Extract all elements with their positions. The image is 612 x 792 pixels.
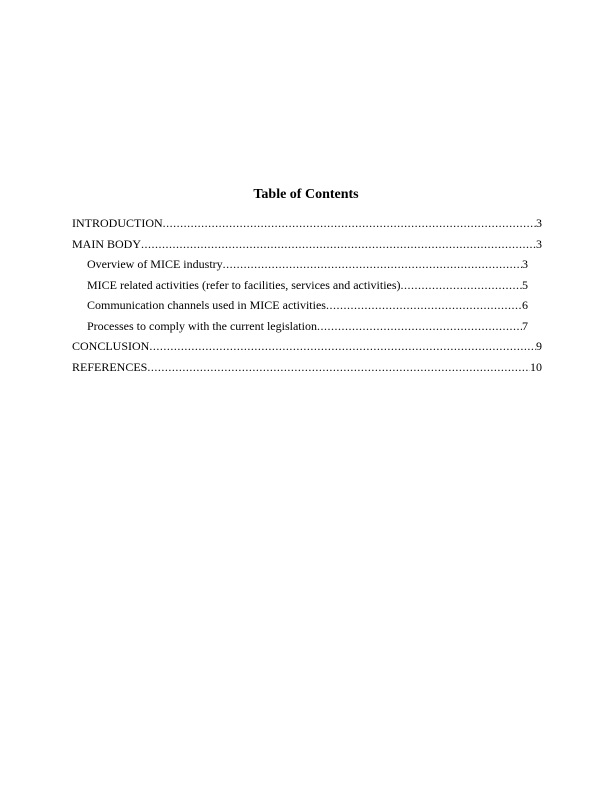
toc-dot-leader <box>163 216 536 230</box>
toc-dot-leader <box>326 298 522 312</box>
table-of-contents <box>72 216 542 380</box>
toc-title: Table of Contents <box>253 187 359 202</box>
toc-dot-leader <box>317 319 522 333</box>
toc-entry-page-number: 5 <box>522 277 528 292</box>
toc-entry-mice-related-activities[interactable] <box>87 278 528 299</box>
toc-entry-label: Processes to comply with the current legislation <box>87 318 317 333</box>
toc-entry-references[interactable] <box>72 360 542 381</box>
toc-entry-label: CONCLUSION <box>72 339 150 353</box>
toc-dot-leader <box>401 278 522 292</box>
toc-entry-label: MICE related activities (refer to facilities, services and activities) <box>87 277 401 292</box>
toc-entry-page-number: 3 <box>522 257 528 271</box>
toc-entry-label: REFERENCES <box>72 359 148 374</box>
toc-entry-label: MAIN BODY <box>72 236 141 251</box>
toc-dot-leader <box>149 339 536 353</box>
toc-entry-conclusion[interactable] <box>72 339 542 360</box>
toc-entry-introduction[interactable] <box>72 216 542 237</box>
toc-entry-page-number: 3 <box>536 236 542 251</box>
toc-entry-label: INTRODUCTION <box>72 216 163 230</box>
toc-entry-page-number: 6 <box>522 298 528 312</box>
toc-entry-label: Overview of MICE industry <box>87 257 223 271</box>
toc-entry-legislation-processes[interactable] <box>87 319 528 340</box>
toc-entry-page-number: 9 <box>536 339 542 353</box>
toc-dot-leader <box>147 360 530 374</box>
toc-entry-overview[interactable] <box>87 257 528 278</box>
toc-entry-communication-channels[interactable] <box>87 298 528 319</box>
toc-entry-main-body[interactable] <box>72 237 542 258</box>
toc-entry-page-number: 7 <box>522 318 528 333</box>
toc-entry-page-number: 3 <box>536 216 542 230</box>
toc-entry-page-number: 10 <box>530 359 542 374</box>
toc-dot-leader <box>223 257 522 271</box>
toc-entry-label: Communication channels used in MICE activities <box>87 298 326 312</box>
toc-dot-leader <box>141 237 536 251</box>
